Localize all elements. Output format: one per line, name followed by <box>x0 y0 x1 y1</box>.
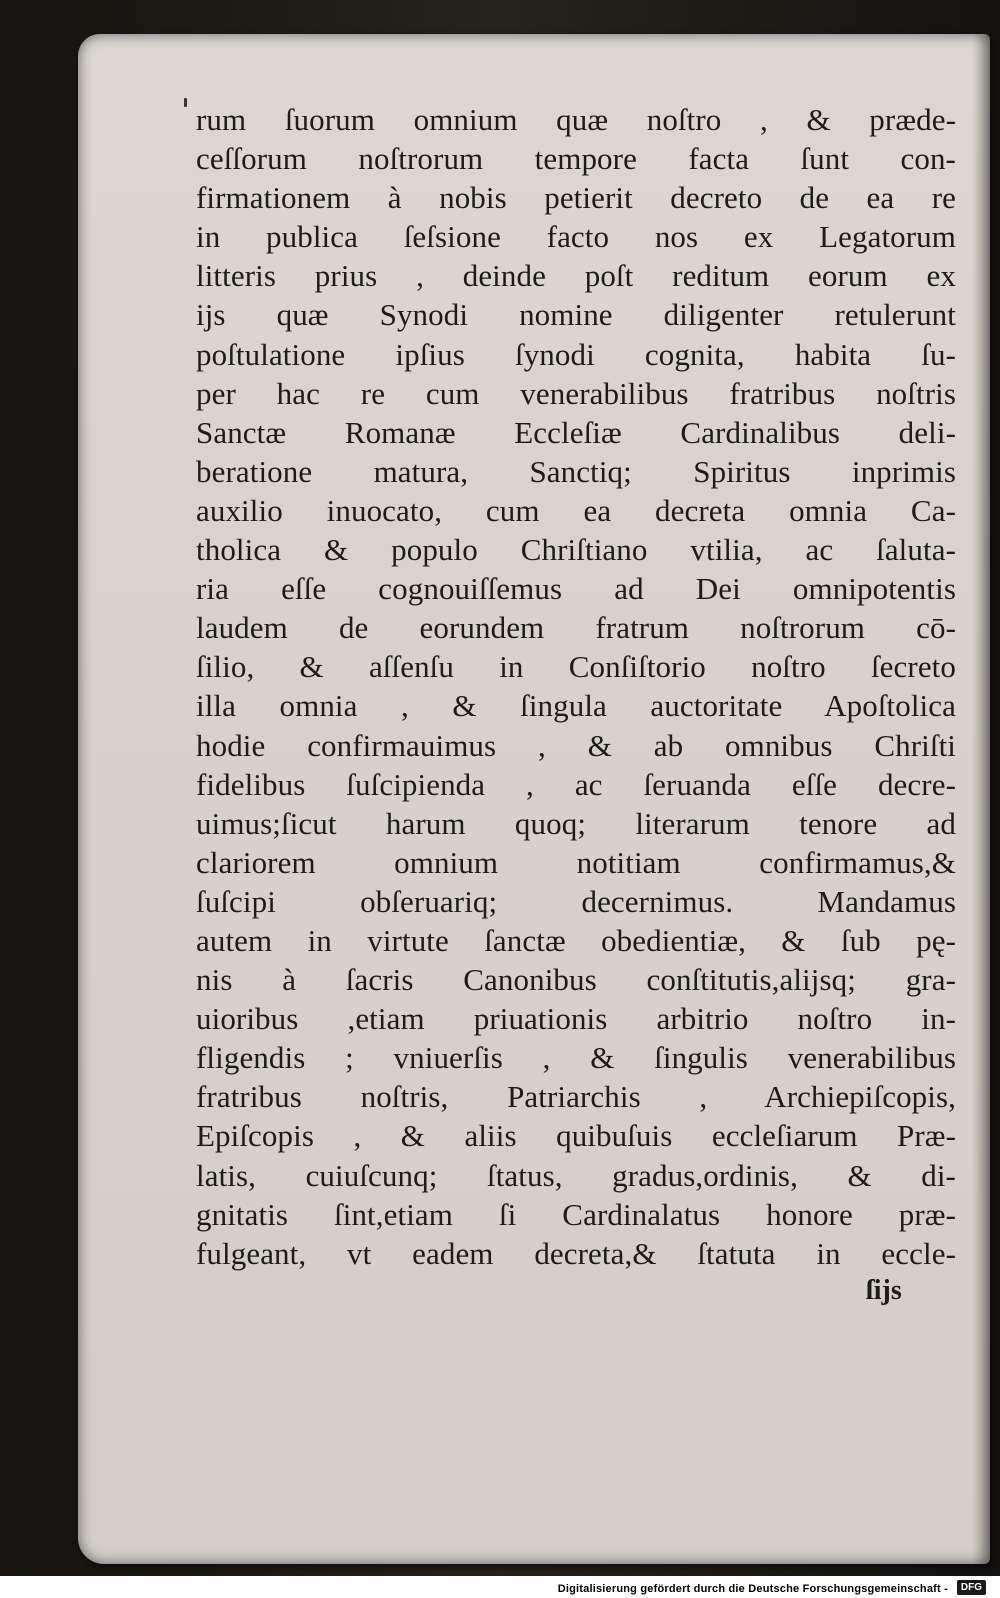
text-line: tholica & populo Chriſtiano vtilia, ac ſaluta- <box>196 532 956 568</box>
text-line: Sanctæ Romanæ Eccleſiæ Cardinalibus deli- <box>196 414 956 450</box>
text-line: ijs quæ Synodi nomine diligenter retulerunt <box>196 297 956 333</box>
text-line: Epiſcopis , & aliis quibuſuis eccleſiarum Præ- <box>196 1118 956 1154</box>
text-line: hodie confirmauimus , & ab omnibus Chriſti <box>196 727 956 763</box>
text-line: firmationem à nobis petierit decreto de ea re <box>196 180 956 216</box>
text-line: ria eſſe cognouiſſemus ad Dei omnipotentis <box>196 571 956 607</box>
text-line: clariorem omnium notitiam confirmamus,& <box>196 844 956 880</box>
text-line: laudem de eorundem fratrum noſtrorum cō- <box>196 610 956 646</box>
text-line: beratione matura, Sanctiq; Spiritus inprimis <box>196 453 956 489</box>
text-line: in publica ſeſsione facto nos ex Legatorum <box>196 219 956 255</box>
text-line: fligendis ; vniuerſis , & ſingulis venerabilibus <box>196 1040 956 1076</box>
text-line: latis, cuiuſcunq; ſtatus, gradus,ordinis, & di- <box>196 1157 956 1193</box>
text-line: fidelibus ſuſcipienda , ac ſeruanda eſſe decre- <box>196 766 956 802</box>
body-text <box>196 100 956 1273</box>
text-line: uimus;ſicut harum quoq; literarum tenore ad <box>196 805 956 841</box>
text-line: fratribus noſtris, Patriarchis , Archiepiſcopis, <box>196 1079 956 1115</box>
text-line: ſilio, & aſſenſu in Conſiſtorio noſtro ſecreto <box>196 649 956 685</box>
text-line: gnitatis ſint,etiam ſi Cardinalatus honore præ- <box>196 1196 956 1232</box>
text-line: poſtulatione ipſius ſynodi cognita, habita ſu- <box>196 336 956 372</box>
text-line: litteris prius , deinde poſt reditum eorum ex <box>196 258 956 294</box>
text-line: rum ſuorum omnium quæ noſtro , & præde- <box>196 102 956 137</box>
funding-credit: Digitalisierung gefördert durch die Deutsche Forschungsgemeinschaft - <box>557 1583 948 1595</box>
footer-bar <box>0 1576 1000 1598</box>
catchword: ſijs <box>866 1275 902 1306</box>
text-line: ceſſorum noſtrorum tempore facta ſunt con- <box>196 141 956 177</box>
text-line: autem in virtute ſanctæ obedientiæ, & ſub pę- <box>196 922 956 958</box>
text-line: uioribus ,etiam priuationis arbitrio noſtro in- <box>196 1001 956 1037</box>
text-line: ſuſcipi obſeruariq; decernimus. Mandamus <box>196 883 956 919</box>
page-edge-shadow <box>972 34 990 1564</box>
text-line: illa omnia , & ſingula auctoritate Apoſtolica <box>196 688 956 724</box>
text-line: auxilio inuocato, cum ea decreta omnia Ca- <box>196 492 956 528</box>
dfg-logo: DFG <box>957 1580 986 1595</box>
text-line: nis à ſacris Canonibus conſtitutis,alijsq; gra- <box>196 962 956 998</box>
ink-speck <box>184 98 187 107</box>
text-line: fulgeant, vt eadem decreta,& ſtatuta in eccle- <box>196 1235 956 1271</box>
text-line: per hac re cum venerabilibus fratribus noſtris <box>196 375 956 411</box>
